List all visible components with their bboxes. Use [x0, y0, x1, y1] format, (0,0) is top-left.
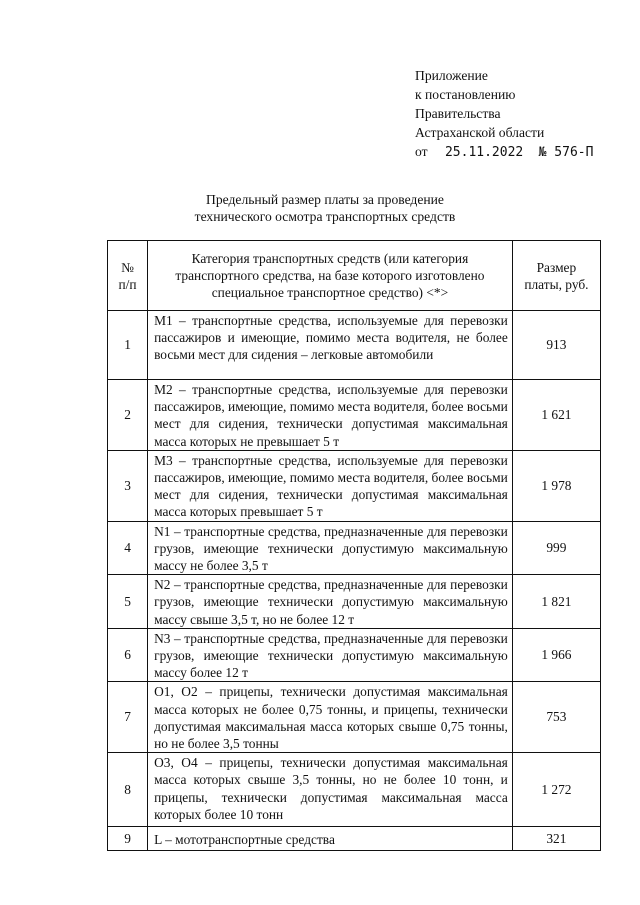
row-num: 2: [108, 380, 148, 451]
row-num: 6: [108, 628, 148, 682]
row-num: 9: [108, 827, 148, 851]
table-row: [108, 575, 601, 629]
row-fee: 1 978: [512, 450, 600, 521]
header-num: [108, 241, 148, 311]
row-category: N3 – транспортные средства, предназначенные для перевозки грузов, имеющие технически допустимую максимальную массу более 12 т: [148, 628, 513, 682]
appendix-date-line: [415, 142, 593, 162]
row-category: L – мототранспортные средства: [148, 827, 513, 851]
row-num: 7: [108, 682, 148, 753]
row-category: М2 – транспортные средства, используемые для перевозки пассажиров, имеющие, помимо места водителя, более восьми мест для сидения, технически допустимая максимальная масса которых не превышает 5 т: [148, 380, 513, 451]
fees-table: [107, 240, 601, 851]
row-num: 4: [108, 521, 148, 575]
row-fee: 1 272: [512, 753, 600, 827]
table-row: [108, 827, 601, 851]
title-line: технического осмотра транспортных средств: [194, 209, 456, 224]
table-row: [108, 311, 601, 380]
row-category: N1 – транспортные средства, предназначенные для перевозки грузов, имеющие технически допустимую максимальную массу не более 3,5 т: [148, 521, 513, 575]
header-num-line: №: [121, 259, 134, 275]
header-category: Категория транспортных средств (или категория транспортного средства, на базе которого изготовлено специальное транспортное средство) <*>: [148, 241, 513, 311]
row-fee: 1 966: [512, 628, 600, 682]
appendix-line: Правительства: [415, 106, 501, 121]
appendix-block: [415, 66, 593, 162]
appendix-line: Приложение: [415, 68, 488, 83]
row-fee: 1 621: [512, 380, 600, 451]
row-fee: 753: [512, 682, 600, 753]
row-num: 3: [108, 450, 148, 521]
table-row: [108, 753, 601, 827]
table-row: [108, 521, 601, 575]
document-title: [150, 191, 500, 225]
header-num-line: п/п: [118, 276, 137, 292]
row-category: М1 – транспортные средства, используемые для перевозки пассажиров и имеющие, помимо места водителя, не более восьми мест для сидения – легковые автомобили: [148, 311, 513, 380]
row-num: 8: [108, 753, 148, 827]
appendix-line: к постановлению: [415, 87, 516, 102]
row-category: О1, О2 – прицепы, технически допустимая максимальная масса которых не более 0,75 тонны, и прицепы, технически допустимая максимальная масса которых свыше 0,75 тонны, но не более 3,5 тонны: [148, 682, 513, 753]
document-date: 25.11.2022: [444, 145, 524, 160]
table-row: [108, 628, 601, 682]
row-num: 5: [108, 575, 148, 629]
header-fee: Размер платы, руб.: [512, 241, 600, 311]
row-fee: 321: [512, 827, 600, 851]
table-row: [108, 450, 601, 521]
document-number: № 576-П: [538, 145, 594, 160]
row-category: N2 – транспортные средства, предназначенные для перевозки грузов, имеющие технически допустимую максимальную массу свыше 3,5 т, но не более 12 т: [148, 575, 513, 629]
row-fee: 913: [512, 311, 600, 380]
table-row: [108, 380, 601, 451]
row-category: М3 – транспортные средства, используемые для перевозки пассажиров, имеющие, помимо места водителя, более восьми мест для сидения, технически допустимая максимальная масса которых превышает 5 т: [148, 450, 513, 521]
table-header-row: [108, 241, 601, 311]
row-category: О3, О4 – прицепы, технически допустимая максимальная масса которых свыше 3,5 тонны, но не более 10 тонн, и прицепы, технически допустимая максимальная масса которых более 10 тонн: [148, 753, 513, 827]
row-fee: 999: [512, 521, 600, 575]
date-prefix: от: [415, 144, 428, 159]
table-row: [108, 682, 601, 753]
appendix-line: Астраханской области: [415, 125, 545, 140]
row-fee: 1 821: [512, 575, 600, 629]
title-line: Предельный размер платы за проведение: [206, 192, 444, 207]
row-num: 1: [108, 311, 148, 380]
